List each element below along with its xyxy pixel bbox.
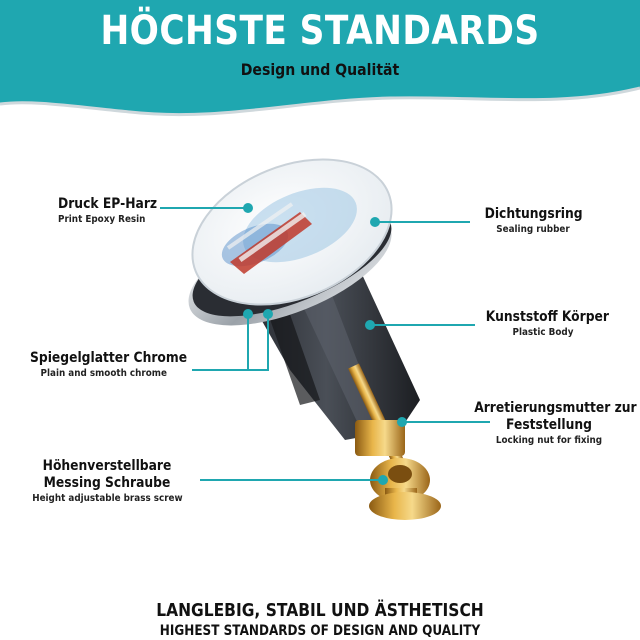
callout-locking-nut-de1: Arretierungsmutter zur xyxy=(474,400,637,416)
callout-sealing-ring xyxy=(478,206,588,236)
callout-chrome-en: Plain and smooth chrome xyxy=(40,367,167,379)
locking-nut xyxy=(355,420,405,456)
callout-sealing-ring-de: Dichtungsring xyxy=(484,206,583,222)
page-subtitle: Design und Qualität xyxy=(240,60,400,79)
footer-headline: LANGLEBIG, STABIL UND ÄSTHETISCH xyxy=(156,600,484,621)
callout-plastic-body-en: Plastic Body xyxy=(512,326,574,338)
callout-print-resin xyxy=(58,196,171,226)
callout-print-resin-en: Print Epoxy Resin xyxy=(58,213,146,225)
callout-chrome-de: Spiegelglatter Chrome xyxy=(30,350,188,366)
page-title: HÖCHSTE STANDARDS xyxy=(100,8,540,54)
footer-subline: HIGHEST STANDARDS OF DESIGN AND QUALITY xyxy=(159,623,481,639)
callout-brass-screw-en: Height adjustable brass screw xyxy=(32,492,183,504)
callout-sealing-ring-en: Sealing rubber xyxy=(496,223,570,235)
callout-locking-nut xyxy=(464,400,637,447)
callout-locking-nut-en: Locking nut for fixing xyxy=(495,434,603,446)
callout-print-resin-de: Druck EP-Harz xyxy=(58,196,158,212)
callout-plastic-body-de: Kunststoff Körper xyxy=(485,309,609,325)
callout-brass-screw-de2: Messing Schraube xyxy=(43,474,171,491)
callout-chrome xyxy=(30,350,209,380)
callout-brass-screw-de1: Höhenverstellbare xyxy=(42,458,172,474)
callout-plastic-body xyxy=(478,309,608,339)
callout-locking-nut-de2: Feststellung xyxy=(506,416,592,433)
footer xyxy=(0,600,640,639)
callout-brass-screw xyxy=(22,458,192,505)
